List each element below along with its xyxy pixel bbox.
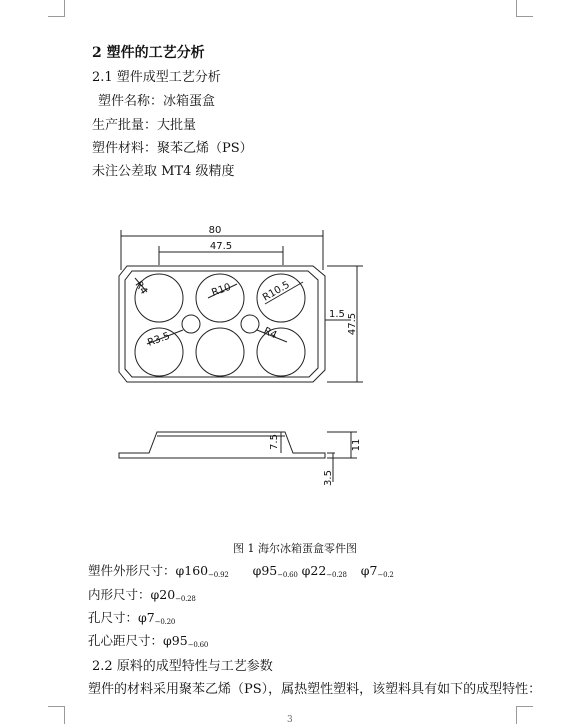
hole-dim-tol: −0.20 (154, 618, 176, 626)
outer-dim-4-tol: −0.2 (377, 571, 394, 579)
dim-small-radius-b: R4 (261, 325, 279, 342)
section-title: 2 塑件的工艺分析 (92, 45, 205, 61)
body-paragraph: 塑件的材料采用聚苯乙烯（PS），属热塑性塑料，该塑料具有如下的成型特性： (88, 682, 542, 697)
outer-dim-1: φ160 (175, 563, 209, 578)
dim-corner-radius: R4 (132, 279, 150, 297)
outer-dim-3: φ22 (301, 563, 327, 578)
crop-mark-bl-h (48, 706, 65, 707)
crop-mark-br-h (516, 706, 533, 707)
hole-dimension-line (88, 608, 175, 626)
dim-hole-radius-b: R10.5 (261, 279, 292, 304)
inner-dim: φ20 (150, 587, 176, 602)
crop-mark-tl-h (48, 16, 65, 17)
outer-dimensions-label: 塑件外形尺寸： (88, 563, 176, 578)
part-side-view-drawing (105, 420, 375, 495)
outer-dim-3-tol: −0.28 (326, 571, 347, 579)
dim-hole-pitch: 47.5 (209, 241, 233, 252)
dim-total-height: 11 (351, 438, 362, 452)
material-line: 塑件材料：聚苯乙烯（PS） (92, 141, 253, 156)
hole-dimension-label: 孔尺寸： (88, 610, 139, 625)
hole-pitch-dim: φ95 (163, 633, 188, 648)
hole-pitch-tol: −0.60 (187, 641, 209, 649)
part-top-view-drawing (105, 220, 375, 395)
dim-edge: 1.5 (329, 309, 345, 320)
dim-base: 3.5 (323, 470, 334, 486)
outer-dim-4: φ7 (360, 563, 378, 578)
page-number: 3 (287, 715, 293, 725)
inner-dimension-label: 内形尺寸： (88, 587, 151, 602)
outer-dim-1-tol: −0.92 (208, 571, 229, 579)
part-name-line: 塑件名称：冰箱蛋盒 (98, 94, 216, 109)
tolerance-line: 未注公差取 MT4 级精度 (92, 164, 235, 179)
subsection-2-title: 2.2 原料的成型特性与工艺参数 (92, 659, 273, 674)
subsection-title: 2.1 塑件成型工艺分析 (92, 70, 221, 85)
hole-pitch-label: 孔心距尺寸： (88, 633, 164, 648)
crop-mark-bl-v (64, 706, 65, 724)
dim-step: 7.5 (269, 434, 280, 450)
figure-caption: 图 1 海尔冰箱蛋盒零件图 (233, 542, 357, 555)
crop-mark-tl-v (64, 0, 65, 16)
dim-hole-radius-a: R10 (210, 281, 233, 299)
batch-line: 生产批量：大批量 (92, 118, 197, 133)
dim-overall-height: 47.5 (347, 312, 358, 336)
crop-mark-br-v (516, 706, 517, 724)
dim-small-radius: R3.5 (146, 330, 172, 349)
hole-pitch-line (88, 631, 208, 649)
inner-dimension-line (88, 585, 196, 603)
inner-dim-tol: −0.28 (175, 595, 196, 603)
outer-dimensions-line (88, 561, 394, 579)
crop-mark-tr-h (516, 16, 533, 17)
crop-mark-tr-v (516, 0, 517, 16)
hole-dim: φ7 (138, 610, 155, 625)
outer-dim-2: φ95 (252, 563, 278, 578)
outer-dim-2-tol: −0.60 (277, 571, 298, 579)
dim-overall-width: 80 (208, 225, 222, 236)
